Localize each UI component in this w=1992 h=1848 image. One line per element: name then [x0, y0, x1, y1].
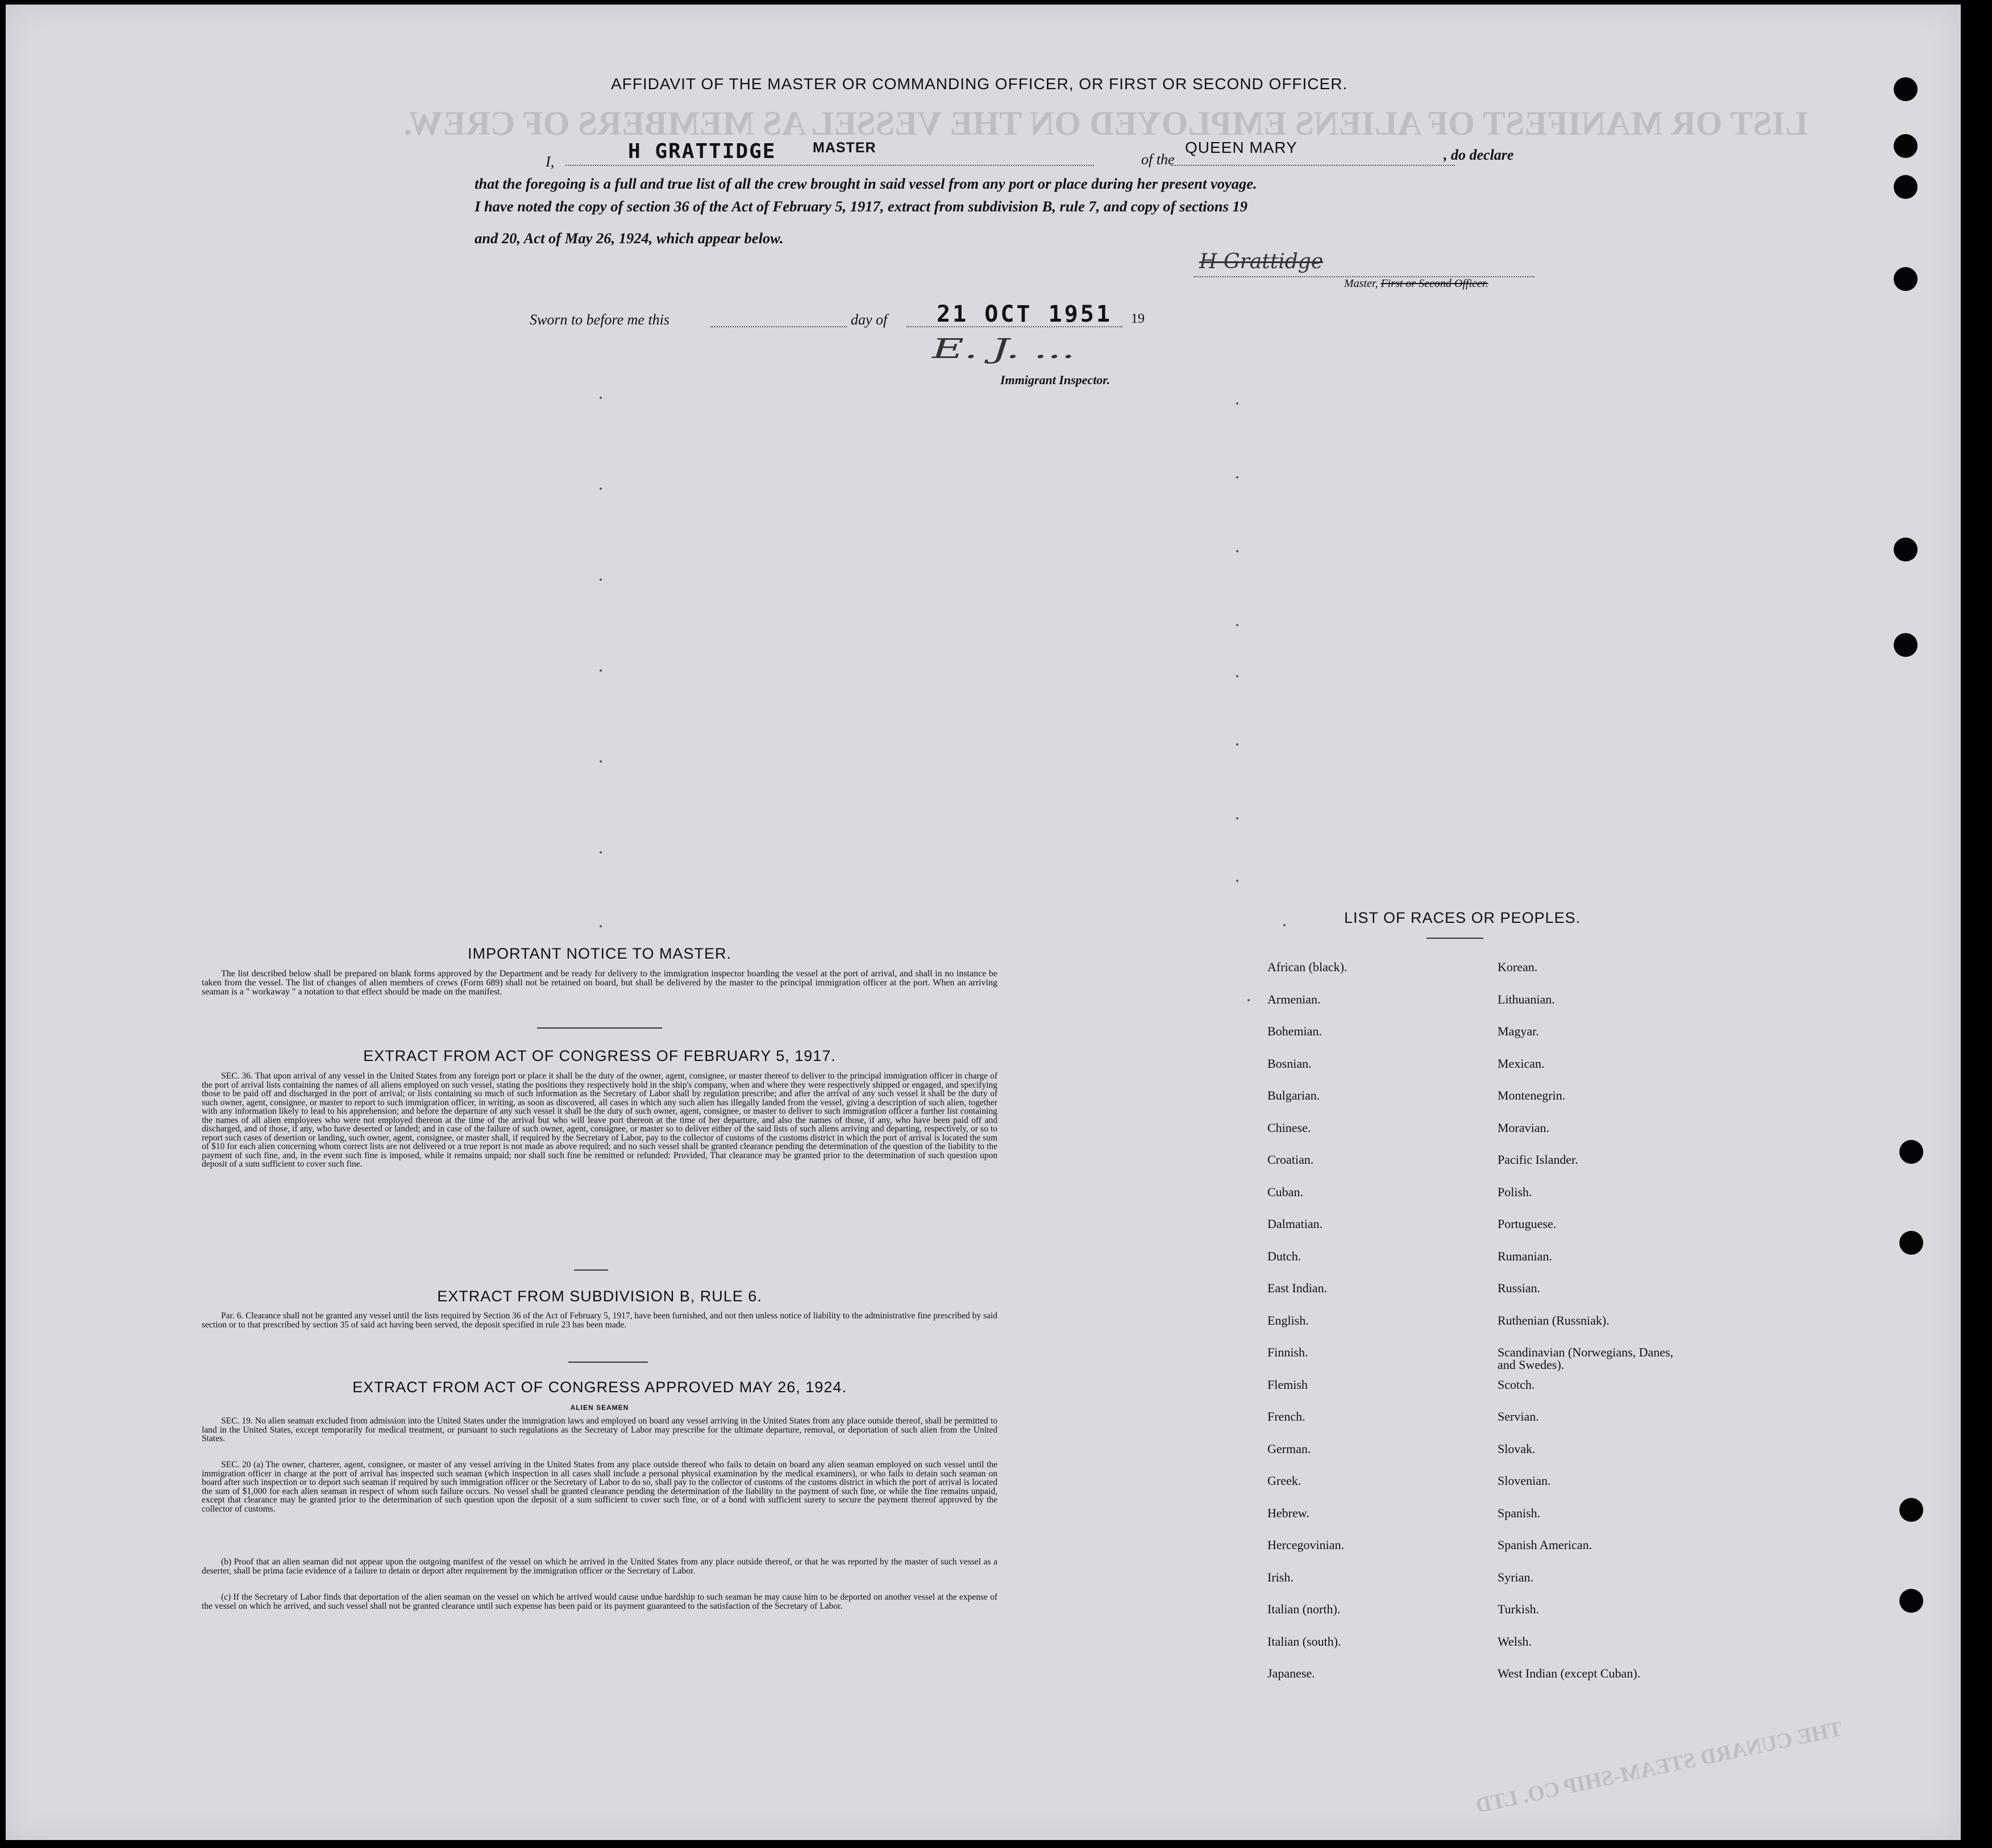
punch-hole: [1899, 1589, 1923, 1613]
race-item: Cuban.: [1267, 1184, 1303, 1199]
sec-19-text: SEC. 19. No alien seaman excluded from admission into the United States under the immigration laws and employed on board any vessel arriving in the United States from any place outside thereof, shall be permitted to land in the United States, except temporarily for medical treatment, or pursuant to such regulations as the Secretary of Labor may prescribe for the ultimate departure, removal, or deportation of such alien from the United States.: [202, 1416, 997, 1443]
race-item: Croatian.: [1267, 1152, 1314, 1167]
race-item: Russian.: [1498, 1281, 1541, 1295]
race-item: Irish.: [1267, 1570, 1294, 1584]
race-item: Slovak.: [1498, 1441, 1536, 1456]
races-column-2: [1498, 961, 1736, 1700]
inspector-signature: E. J. ...: [932, 333, 1075, 365]
extract-1917-text: SEC. 36. That upon arrival of any vessel in the United States from any foreign port or place it shall be the duty of the owner, agent, consignee, or master thereof to deliver to the principal immigration officer in charge of the port of arrival lists containing the names of all aliens employed on such vessel, stating the positions they respectively hold in the ship's company, when and where they were respectively shipped or engaged, and specifying those to be paid off and discharged in the port of arrival; or lists containing so much of such information as the Secretary of Labor shall by regulation prescribe; and after the arrival of any such vessel it shall be the duty of such owner, agent, consignee, or master to report to such immigration officer, in writing, as soon as discovered, all cases in which any such alien has illegally landed from the vessel, giving a description of such alien, together with any information likely to lead to his apprehension; and before the departure of any such vessel it shall be the duty of such owner, agent, consignee, or master to deliver to such immigration officer a further list containing the names of all alien employees who were not employed thereon at the time of the arrival but who will leave port thereon at the time of her departure, and also the names of those, if any, who have been paid off and discharged, and of those, if any, who have deserted or landed; and in case of the failure of such owner, agent, consignee, or master so to deliver either of the said lists of such aliens arriving and departing, respectively, or so to report such cases of desertion or landing, such owner, agent, consignee, or master shall, if required by the Secretary of Labor, pay to the collector of customs of the customs district in which the port of arrival is located the sum of $10 for each alien concerning whom correct lists are not delivered or a true report is not made as above required; and no such vessel shall be granted clearance pending the determination of the question of the liability to the payment of such fine, and, in the event such fine is imposed, while it remains unpaid; nor shall such fine be remitted or refunded: Provided, That clearance may be granted prior to the determination of such question upon deposit of a sum sufficient to cover such fine.: [202, 1071, 997, 1169]
race-item: Syrian.: [1498, 1570, 1533, 1584]
affidavit-line-4: and 20, Act of May 26, 1924, which appear below.: [475, 230, 784, 247]
races-heading: LIST OF RACES OR PEOPLES.: [1344, 909, 1581, 926]
sec-20b-text: (b) Proof that an alien seaman did not appear upon the outgoing manifest of the vessel on which he arrived in the United States from any place outside thereof, or that he was reported by the master of such vessel as a deserter, shall be prima facie evidence of a failure to detain or deport after requirement by the immigration officer or the Secretary of Labor.: [202, 1557, 997, 1576]
race-item: West Indian (except Cuban).: [1498, 1666, 1641, 1680]
notice-text: The list described below shall be prepared on blank forms approved by the Department and be ready for delivery to the immigration inspector boarding the vessel at the port of arrival, and shall in no instance be taken from the vessel. The list of changes of alien members of crews (Form 689) shall not be retained on board, but shall be delivered by the master to the principal immigration officer at the port. When an arriving seaman is a " workaway " a notation to that effect should be made on the manifest.: [202, 969, 997, 997]
race-item: Italian (north).: [1267, 1602, 1341, 1616]
race-item: Bohemian.: [1267, 1024, 1322, 1038]
race-item: Ruthenian (Russniak).: [1498, 1313, 1610, 1327]
race-item: Italian (south).: [1267, 1634, 1341, 1649]
race-item: Lithuanian.: [1498, 992, 1555, 1006]
bleed-through-heading: LIST OR MANIFEST OF ALIENS EMPLOYED ON THE VESSEL AS MEMBERS OF CREW.: [404, 105, 1808, 142]
of-the-label: of the: [1141, 151, 1175, 168]
race-item: Dutch.: [1267, 1248, 1301, 1263]
race-item: Spanish American.: [1498, 1538, 1592, 1552]
sec-20a-text: SEC. 20 (a) The owner, charterer, agent, consignee, or master of any vessel arriving in the United States from any place outside thereof who fails to detain on board any alien seaman employed on such vessel until the immigration officer in charge at the port of arrival has inspected such seaman (which inspection in all cases shall include a personal physical examination by the medical examiners), or who fails to detain such seaman on board after such inspection or to deport such seaman if required by such immigration officer or the Secretary of Labor to do so, shall pay to the collector of customs of the customs district in which the port of arrival is located the sum of $1,000 for each alien seaman in respect of whom such failure occurs. No vessel shall be granted clearance pending the determination of the liability to the payment of such fine, or while the fine remains unpaid, except that clearance may be granted prior to the determination of such question upon the deposit of a sum sufficient to cover such fine, or of a bond with sufficient surety to secure the payment thereof approved by the collector of customs.: [202, 1460, 997, 1514]
punch-hole: [1894, 633, 1918, 657]
race-item: Bulgarian.: [1267, 1088, 1320, 1102]
vessel-name: QUEEN MARY: [1185, 139, 1297, 156]
race-item: Polish.: [1498, 1184, 1532, 1199]
race-item: German.: [1267, 1441, 1311, 1456]
races-heading-rule: [1427, 938, 1483, 939]
punch-hole: [1899, 1498, 1923, 1522]
punch-hole: [1894, 77, 1918, 101]
race-item: Japanese.: [1267, 1666, 1315, 1680]
inspector-caption: Immigrant Inspector.: [1000, 373, 1111, 387]
punch-hole: [1899, 1140, 1923, 1164]
race-item: Korean.: [1498, 960, 1538, 974]
race-item: Armenian.: [1267, 992, 1321, 1006]
affidavit-i-label: I,: [546, 153, 555, 170]
race-item: Moravian.: [1498, 1120, 1550, 1135]
race-item: Chinese.: [1267, 1120, 1311, 1135]
race-item: African (black).: [1267, 960, 1348, 974]
race-item: Rumanian.: [1498, 1248, 1552, 1263]
document-sheet: [6, 5, 1961, 1840]
divider: [574, 1270, 608, 1271]
punch-hole: [1899, 1231, 1923, 1255]
divider: [537, 1027, 662, 1029]
race-item: Portuguese.: [1498, 1217, 1557, 1231]
master-name-line: [565, 165, 1094, 166]
race-item: Servian.: [1498, 1409, 1539, 1424]
date-stamp: 21 OCT 1951: [937, 301, 1112, 327]
extract-1917-heading: EXTRACT FROM ACT OF CONGRESS OF FEBRUARY 5, 1917.: [363, 1047, 836, 1064]
subdivision-b-text: Par. 6. Clearance shall not be granted any vessel until the lists required by Section 36 of the Act of February 5, 1917, have been furnished, and not then unless notice of liability to the administrative fine prescribed by said section or to that prescribed by section 35 of said act having been served, the deposit specified in rule 23 has been made.: [202, 1311, 997, 1330]
year-prefix: 19: [1131, 311, 1145, 326]
master-name-handwritten: H GRATTIDGE: [628, 140, 776, 163]
race-item: Hercegovinian.: [1267, 1538, 1344, 1552]
race-item: Greek.: [1267, 1474, 1301, 1488]
race-item: Scandinavian (Norwegians, Danes, and Swedes).: [1498, 1345, 1674, 1372]
punch-hole: [1894, 175, 1918, 199]
race-item: Pacific Islander.: [1498, 1152, 1578, 1167]
race-item: English.: [1267, 1313, 1309, 1327]
master-caption-master: Master,: [1344, 277, 1378, 290]
alien-seamen-subheading: ALIEN SEAMEN: [570, 1404, 629, 1412]
master-caption: [1344, 277, 1488, 290]
race-item: Magyar.: [1498, 1024, 1539, 1038]
race-item: French.: [1267, 1409, 1305, 1424]
races-column-1: [1267, 961, 1483, 1700]
race-item: Welsh.: [1498, 1634, 1532, 1649]
punch-hole: [1894, 538, 1918, 561]
race-item: Flemish: [1267, 1377, 1308, 1392]
punch-hole: [1894, 267, 1918, 291]
sworn-label: Sworn to before me this: [530, 311, 670, 328]
sec-20c-text: (c) If the Secretary of Labor finds that deportation of the alien seaman on the vessel on which he arrived would cause undue hardship to such seaman he may cause him to be deported on another vessel at the expense of the vessel on which he arrived, and such vessel shall not be granted clearance until such expense has been paid or its payment guaranteed to the satisfaction of the Secretary of Labor.: [202, 1592, 997, 1611]
race-item: Slovenian.: [1498, 1474, 1551, 1488]
affidavit-line-3: I have noted the copy of section 36 of the Act of February 5, 1917, extract from subdivision B, rule 7, and copy of sections 19: [475, 198, 1248, 215]
race-item: East Indian.: [1267, 1281, 1328, 1295]
bleed-through-stamp: THE CUNARD STEAM-SHIP CO. LTD: [1473, 1717, 1845, 1818]
punch-hole: [1894, 134, 1918, 158]
race-item: Scotch.: [1498, 1377, 1535, 1392]
race-item: Turkish.: [1498, 1602, 1540, 1616]
vessel-name-line: [1171, 165, 1455, 166]
master-caption-officer-struck: First or Second Officer.: [1380, 277, 1488, 290]
subdivision-b-heading: EXTRACT FROM SUBDIVISION B, RULE 6.: [437, 1288, 762, 1305]
sworn-day-line: [710, 326, 847, 327]
day-of-label: day of: [851, 311, 888, 328]
affidavit-line-2: that the foregoing is a full and true list of all the crew brought in said vessel from any port or place during her present voyage.: [475, 175, 1257, 192]
race-item: Montenegrin.: [1498, 1088, 1566, 1102]
race-item: Mexican.: [1498, 1056, 1545, 1071]
extract-1924-heading: EXTRACT FROM ACT OF CONGRESS APPROVED MAY 26, 1924.: [352, 1379, 847, 1396]
divider: [568, 1362, 648, 1363]
race-item: Spanish.: [1498, 1505, 1541, 1520]
race-item: Finnish.: [1267, 1345, 1308, 1359]
affidavit-title: AFFIDAVIT OF THE MASTER OR COMMANDING OFFICER, OR FIRST OR SECOND OFFICER.: [611, 75, 1348, 93]
rank-stamp: MASTER: [813, 140, 876, 156]
race-item: Dalmatian.: [1267, 1217, 1323, 1231]
race-item: Hebrew.: [1267, 1505, 1309, 1520]
notice-heading: IMPORTANT NOTICE TO MASTER.: [467, 945, 732, 962]
race-item: Bosnian.: [1267, 1056, 1312, 1071]
master-signature: H Grattidge: [1199, 250, 1324, 273]
do-declare-label: , do declare: [1444, 147, 1514, 163]
